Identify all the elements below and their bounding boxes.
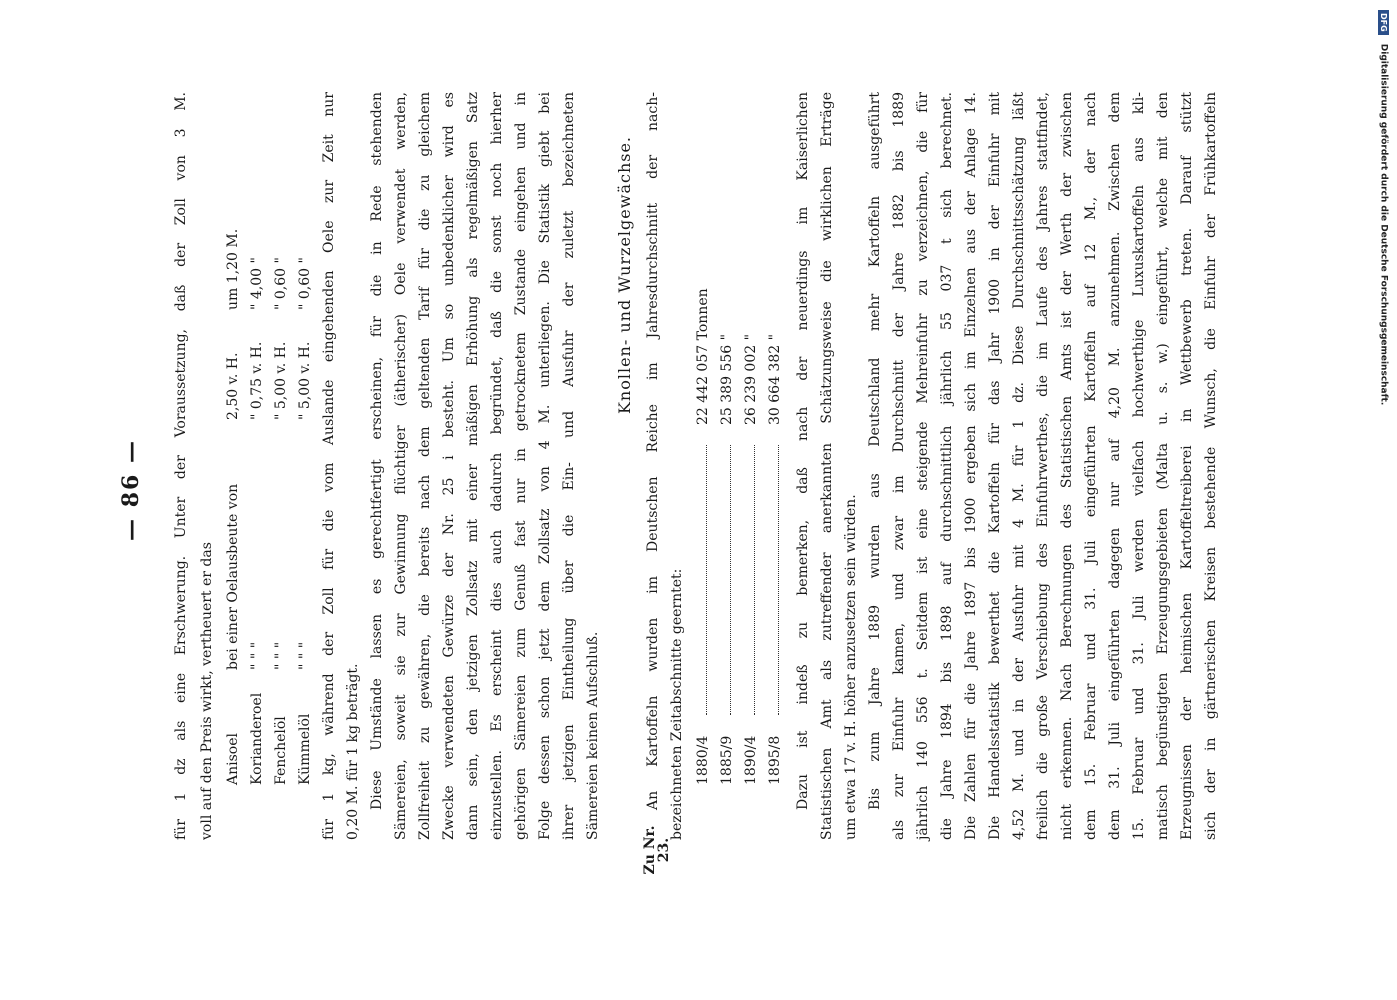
oil-price-increase: " 0,60 " (273, 257, 289, 310)
oil-name: Kümmelöl (297, 713, 313, 785)
oil-price-increase: um 1,20 M. (225, 228, 241, 310)
body-line: ihrer jetzigen Eintheilung über die Ein- und Ausfuhr der zuletzt bezeichneten (561, 92, 577, 840)
oil-yield-label: " " " (249, 641, 265, 670)
body-line: An Kartoffeln wurden im Deutschen Reiche im Jahresdurchschnitt der nach- (645, 92, 661, 810)
oil-name: Anisoel (225, 733, 241, 785)
section-heading: Knollen- und Wurzelgewächse. (615, 135, 634, 415)
footer-strip (1378, 10, 1394, 990)
body-line: Folge dessen schon jetzt dem Zollsatz von 4 M. unterliegen. Die Statistik giebt bei (537, 92, 553, 840)
body-line: um etwa 17 v. H. höher anzusetzen sein würden. (843, 494, 859, 840)
leader-dots (720, 445, 731, 715)
body-line: bezeichneten Zeitabschnitte geerntet: (669, 568, 685, 840)
body-line: Dazu ist indeß zu bemerken, daß nach der neuerdings im Kaiserlichen (795, 92, 811, 810)
body-line: einzustellen. Es erscheint dies auch dadurch begründet, daß die sonst noch hierher (489, 92, 505, 840)
intro-line: für 1 dz als eine Erschwerung. Unter der Voraussetzung, daß der Zoll von 3 M. (173, 92, 189, 840)
oil-name: Fenchelöl (273, 716, 289, 785)
oil-price-increase: " 4,00 " (249, 257, 265, 310)
body-line: Zwecke verwendeten Gewürze der Nr. 25 i besteht. Um so unbedenklicher wird es (441, 92, 457, 840)
oil-name: Korianderoel (249, 692, 265, 785)
harvest-value: 22 442 057 Tonnen (695, 288, 711, 425)
oil-price-increase: " 0,60 " (297, 257, 313, 310)
leader-dots (696, 445, 707, 715)
body-line: freilich die große Verschiebung des Einfuhrwerthes, die im Laufe des Jahres stattfindet, (1035, 92, 1051, 840)
leader-dots (768, 445, 779, 715)
body-line: dem 15. Februar und 31. Juli eingeführten Kartoffeln auf 12 M., der nach (1083, 92, 1099, 840)
body-line: Statistischen Amt als zutreffender anerkannten Schätzungsweise die wirklichen Erträge (819, 92, 835, 840)
oil-yield-label: bei einer Oelausbeute von (225, 483, 241, 670)
harvest-period: 1895/8 (767, 735, 783, 785)
oil-yield: 2,50 v. H. (225, 352, 241, 420)
body-line: Sämereien keinen Aufschluß. (585, 631, 601, 840)
body-line: als zur Einfuhr kamen, und zwar im Durchschnitt der Jahre 1882 bis 1889 (891, 92, 907, 840)
body-line: dem 31. Juli eingeführten dagegen nur auf 4,20 M. anzunehmen. Zwischen dem (1107, 92, 1123, 840)
harvest-period: 1885/9 (719, 735, 735, 785)
oil-yield: " 0,75 v. H. (249, 341, 265, 420)
body-line: Die Zahlen für die Jahre 1897 bis 1900 ergeben sich im Einzelnen aus der Anlage 14. (963, 92, 979, 840)
body-line: Erzeugnissen der heimischen Kartoffeltreiberei in Wettbewerb treten. Darauf stützt (1179, 92, 1195, 840)
harvest-value: 30 664 382 " (767, 333, 783, 425)
body-line: 15. Februar und 31. Juli werden vielfach hochwerthige Luxuskartoffeln aus kli- (1131, 92, 1147, 840)
oil-yield-label: " " " (273, 641, 289, 670)
body-line: nicht erkennen. Nach Berechnungen des Statistischen Amts ist der Werth der zwischen (1059, 92, 1075, 840)
digitization-credit: Digitalisierung gefördert durch die Deutsche Forschungsgemeinschaft. (1378, 43, 1389, 406)
body-line: 4,52 M. und in der Ausfuhr mit 4 M. für 1 dz. Diese Durchschnittsschätzung läßt (1011, 92, 1027, 840)
oil-yield: " 5,00 v. H. (297, 341, 313, 420)
harvest-value: 25 389 556 " (719, 333, 735, 425)
body-line: Diese Umstände lassen es gerechtfertigt erscheinen, für die in Rede stehenden (369, 92, 385, 810)
leader-dots (744, 445, 755, 715)
harvest-period: 1880/4 (695, 735, 711, 785)
body-line: für 1 kg, während der Zoll für die vom Auslande eingehenden Oele zur Zeit nur (321, 92, 337, 840)
body-line: die Jahre 1894 bis 1898 auf durchschnittlich jährlich 55 037 t sich berechnet. (939, 92, 955, 840)
body-line: Zollfreiheit zu gewähren, die bereits nach dem geltenden Tarif für die zu gleichem (417, 92, 433, 840)
body-line: dann sein, den jetzigen Zollsatz mit einer mäßigen Erhöhung als regelmäßigen Satz (465, 92, 481, 840)
intro-line: voll auf den Preis wirkt, vertheuert er das (199, 542, 215, 840)
body-line: gehörigen Sämereien zum Genuß fast nur in getrocknetem Zustande eingehen und in (513, 92, 529, 840)
body-line: matisch begünstigten Erzeugungsgebieten (Malta u. s. w.) eingeführt, welche mit den (1155, 92, 1171, 840)
side-reference: Zu Nr. 23. (642, 825, 672, 875)
page-number: — 86 — (118, 439, 144, 541)
body-line: Bis zum Jahre 1889 wurden aus Deutschland mehr Kartoffeln ausgeführt (867, 92, 883, 810)
oil-yield-label: " " " (297, 641, 313, 670)
body-line: sich der in gärtnerischen Kreisen bestehende Wunsch, die Einfuhr der Frühkartoffeln (1203, 92, 1219, 840)
oil-yield: " 5,00 v. H. (273, 341, 289, 420)
body-line: 0,20 M. für 1 kg beträgt. (345, 663, 361, 840)
body-line: Die Handelsstatistik bewerthet die Kartoffeln für das Jahr 1900 in der Einfuhr mit (987, 92, 1003, 840)
harvest-value: 26 239 002 " (743, 333, 759, 425)
harvest-period: 1890/4 (743, 735, 759, 785)
body-line: jährlich 140 556 t. Seitdem ist eine steigende Mehreinfuhr zu verzeichnen, die für (915, 92, 931, 840)
dfg-logo: DFG (1378, 10, 1389, 35)
body-line: Sämereien, soweit sie zur Gewinnung flüchtiger (ätherischer) Oele verwendet werden, (393, 92, 409, 840)
